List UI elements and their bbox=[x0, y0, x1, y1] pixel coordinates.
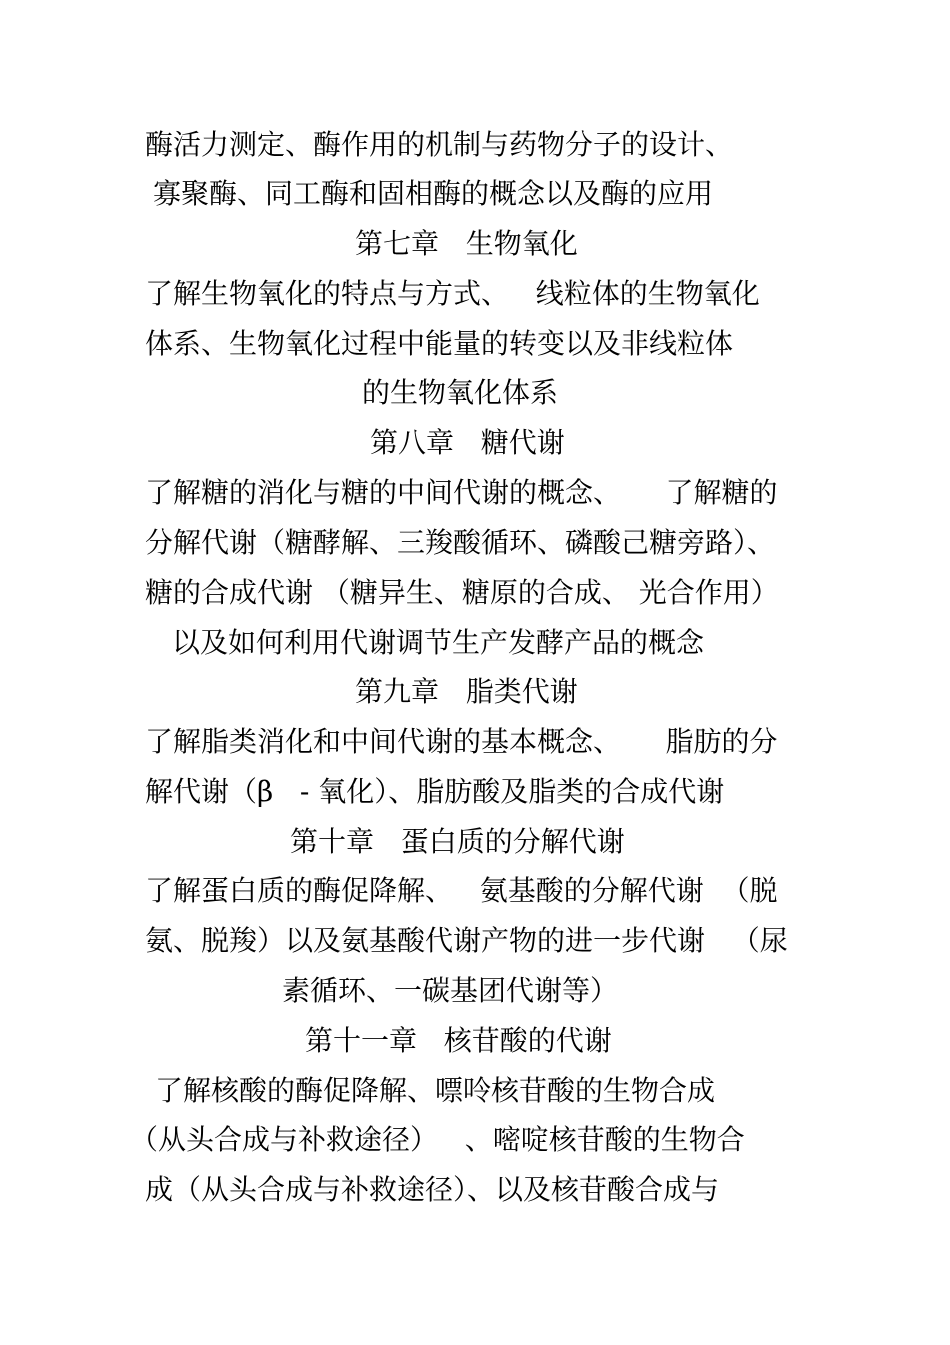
text-line: 体系、生物氧化过程中能量的转变以及非线粒体 bbox=[145, 327, 734, 360]
text-line: （从头合成与补救途径） 、嘧啶核苷酸的生物合 bbox=[130, 1123, 745, 1156]
text-line: 氨、脱羧）以及氨基酸代谢产物的进一步代谢 （尿 bbox=[145, 924, 788, 957]
chapter-heading: 第九章 脂类代谢 bbox=[355, 675, 578, 708]
text-line: 寡聚酶、同工酶和固相酶的概念以及酶的应用 bbox=[153, 177, 714, 210]
text-line: 解代谢（β - 氧化）、脂肪酸及脂类的合成代谢 bbox=[145, 775, 725, 808]
text-line: 了解脂类消化和中间代谢的基本概念、 脂肪的分 bbox=[145, 725, 778, 758]
text-line: 了解生物氧化的特点与方式、 线粒体的生物氧化 bbox=[145, 277, 760, 310]
text-line: 的生物氧化体系 bbox=[362, 376, 559, 409]
text-line: 分解代谢（糖酵解、三羧酸循环、磷酸己糖旁路）、 bbox=[145, 526, 776, 559]
chapter-heading: 第八章 糖代谢 bbox=[370, 426, 565, 459]
text-line: 酶活力测定、酶作用的机制与药物分子的设计、 bbox=[145, 128, 734, 161]
text-line: 了解蛋白质的酶促降解、 氨基酸的分解代谢 （脱 bbox=[145, 874, 778, 907]
text-line: 了解核酸的酶促降解、嘌呤核苷酸的生物合成 bbox=[155, 1074, 716, 1107]
text-line: 素循环、一碳基团代谢等） bbox=[282, 974, 619, 1007]
text-line: 糖的合成代谢 （糖异生、糖原的合成、 光合作用） bbox=[145, 576, 779, 609]
chapter-heading: 第十章 蛋白质的分解代谢 bbox=[290, 825, 625, 858]
text-line: 成（从头合成与补救途径）、以及核苷酸合成与 bbox=[145, 1173, 720, 1206]
chapter-heading: 第十一章 核苷酸的代谢 bbox=[305, 1024, 612, 1057]
text-line: 以及如何利用代谢调节生产发酵产品的概念 bbox=[172, 626, 705, 659]
chapter-heading: 第七章 生物氧化 bbox=[355, 227, 578, 260]
text-line: 了解糖的消化与糖的中间代谢的概念、 了解糖的 bbox=[145, 476, 778, 509]
